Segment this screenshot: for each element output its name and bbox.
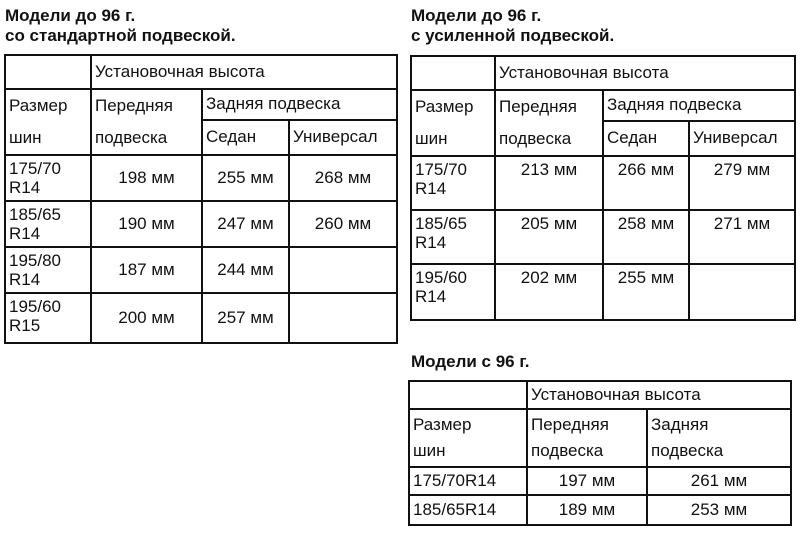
table2-header-rear: Задняя подвеска [603, 90, 795, 121]
table2-header-front: Передняя подвеска [495, 90, 603, 156]
table3-empty-corner [409, 381, 527, 409]
table-row: 185/65 R14 205 мм 258 мм 271 мм [411, 210, 795, 264]
table2-title: Модели до 96 г. с усиленной подвеской. [411, 6, 615, 45]
table2-header-sedan: Седан [603, 121, 689, 156]
table1-header-front: Передняя подвеска [91, 89, 202, 155]
table2 [410, 55, 796, 321]
table1-header-sedan: Седан [202, 120, 289, 155]
table1-header-size: Размер шин [5, 89, 91, 155]
table1-empty-corner [5, 55, 91, 89]
table-row: 195/60 R15 200 мм 257 мм [5, 293, 397, 343]
table2-header-size: Размер шин [411, 90, 495, 156]
table-row: 195/80 R14 187 мм 244 мм [5, 247, 397, 293]
table3-header-group: Установочная высота [527, 381, 791, 409]
table1 [4, 54, 398, 344]
table1-header-wagon: Универсал [289, 120, 397, 155]
table3-title: Модели с 96 г. [411, 352, 530, 371]
table2-header-wagon: Универсал [689, 121, 795, 156]
table-row: 175/70 R14 198 мм 255 мм 268 мм [5, 155, 397, 201]
table-row: 175/70R14 197 мм 261 мм [409, 467, 791, 495]
table-row: 185/65R14 189 мм 253 мм [409, 495, 791, 525]
table1-title: Модели до 96 г. со стандартной подвеской. [5, 6, 236, 45]
table1-header-group: Установочная высота [91, 55, 397, 89]
table3 [408, 380, 792, 526]
table1-header-rear: Задняя подвеска [202, 89, 397, 120]
table2-header-group: Установочная высота [495, 56, 795, 90]
table-row: 185/65 R14 190 мм 247 мм 260 мм [5, 201, 397, 247]
table-row: 195/60 R14 202 мм 255 мм [411, 264, 795, 320]
table3-header-front: Передняя подвеска [527, 409, 647, 467]
table-row: 175/70 R14 213 мм 266 мм 279 мм [411, 156, 795, 210]
table3-header-rear: Задняя подвеска [647, 409, 791, 467]
table3-header-size: Размер шин [409, 409, 527, 467]
table2-empty-corner [411, 56, 495, 90]
